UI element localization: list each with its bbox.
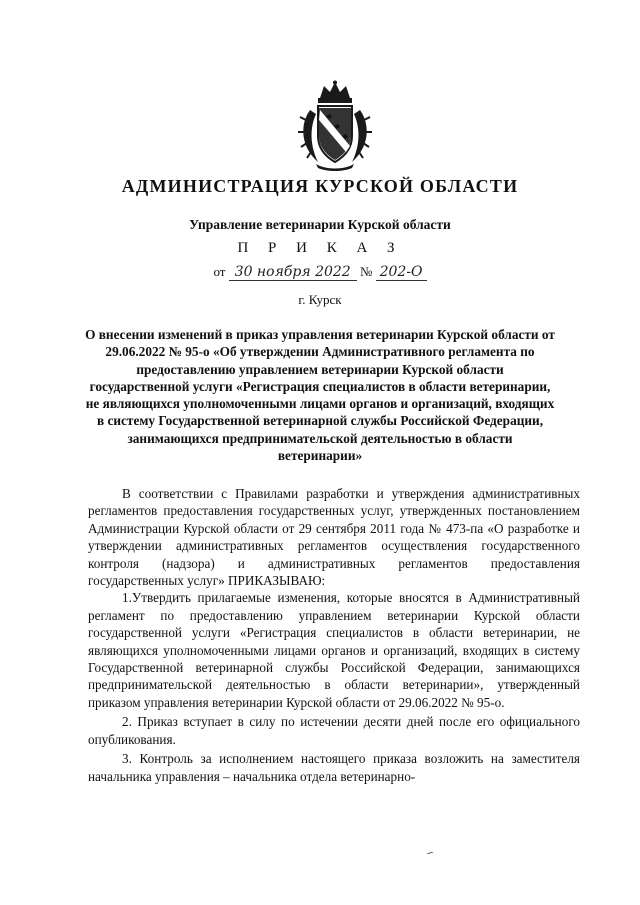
number-prefix: № (359, 264, 373, 279)
organization-title: АДМИНИСТРАЦИЯ КУРСКОЙ ОБЛАСТИ (121, 176, 519, 196)
date-number-line (0, 264, 640, 281)
item-1-paragraph: 1.Утвердить прилагаемые изменения, которые вносятся в Административный регламент по предоставлению управлением ветеринарии Курской области государственной услуги «Регистрация специалистов в области ветеринарии, не являющихся уполномоченными лицами органов и организаций, входящих в систему Государственной ветеринарной службы Российской Федерации, занимающихся предпринимательской деятельностью в области ветеринарии», утвержденный приказом управления ветеринарии Курской области от 29.06.2022 № 95-о. (88, 590, 580, 710)
date-prefix: от (213, 264, 226, 279)
item-3-paragraph: 3. Контроль за исполнением настоящего приказа возложить на заместителя начальника управления – начальника отдела ветеринарно- (88, 751, 580, 784)
intro-paragraph: В соответствии с Правилами разработки и утверждения административных регламентов предоставления государственных услуг, утвержденных постановлением Администрации Курской области от 29 сентября 2011 года № 473-па «О разработке и утверждении административных регламентов осуществления государственного контроля (надзора) и административных регламентов предоставления государственных услуг» ПРИКАЗЫВАЮ: (88, 486, 580, 589)
item-2-paragraph: 2. Приказ вступает в силу по истечении десяти дней после его официального опубликования. (88, 714, 580, 747)
document-type-heading: П Р И К А З (237, 240, 403, 256)
order-subject: О внесении изменений в приказ управления ветеринарии Курской области от 29.06.2022 № 95-о «Об утверждении Административного регламента по предоставлению управлением ветеринарии Курской области государственной услуги «Регистрация специалистов в области ветеринарии, не являющихся уполномоченными лицами органов и организаций, входящих в систему Государственной ветеринарной службы Российской Федерации, занимающихся предпринимательской деятельностью в области ветеринарии» (85, 327, 555, 464)
city-line: г. Курск (298, 292, 342, 307)
handwritten-number: 202-О (376, 264, 427, 281)
department-name: Управление ветеринарии Курской области (189, 217, 451, 232)
coat-of-arms-emblem (296, 80, 374, 172)
handwritten-date: 30 ноября 2022 (229, 264, 357, 281)
order-body (88, 485, 580, 785)
handwritten-mark: ∽ (424, 847, 436, 860)
